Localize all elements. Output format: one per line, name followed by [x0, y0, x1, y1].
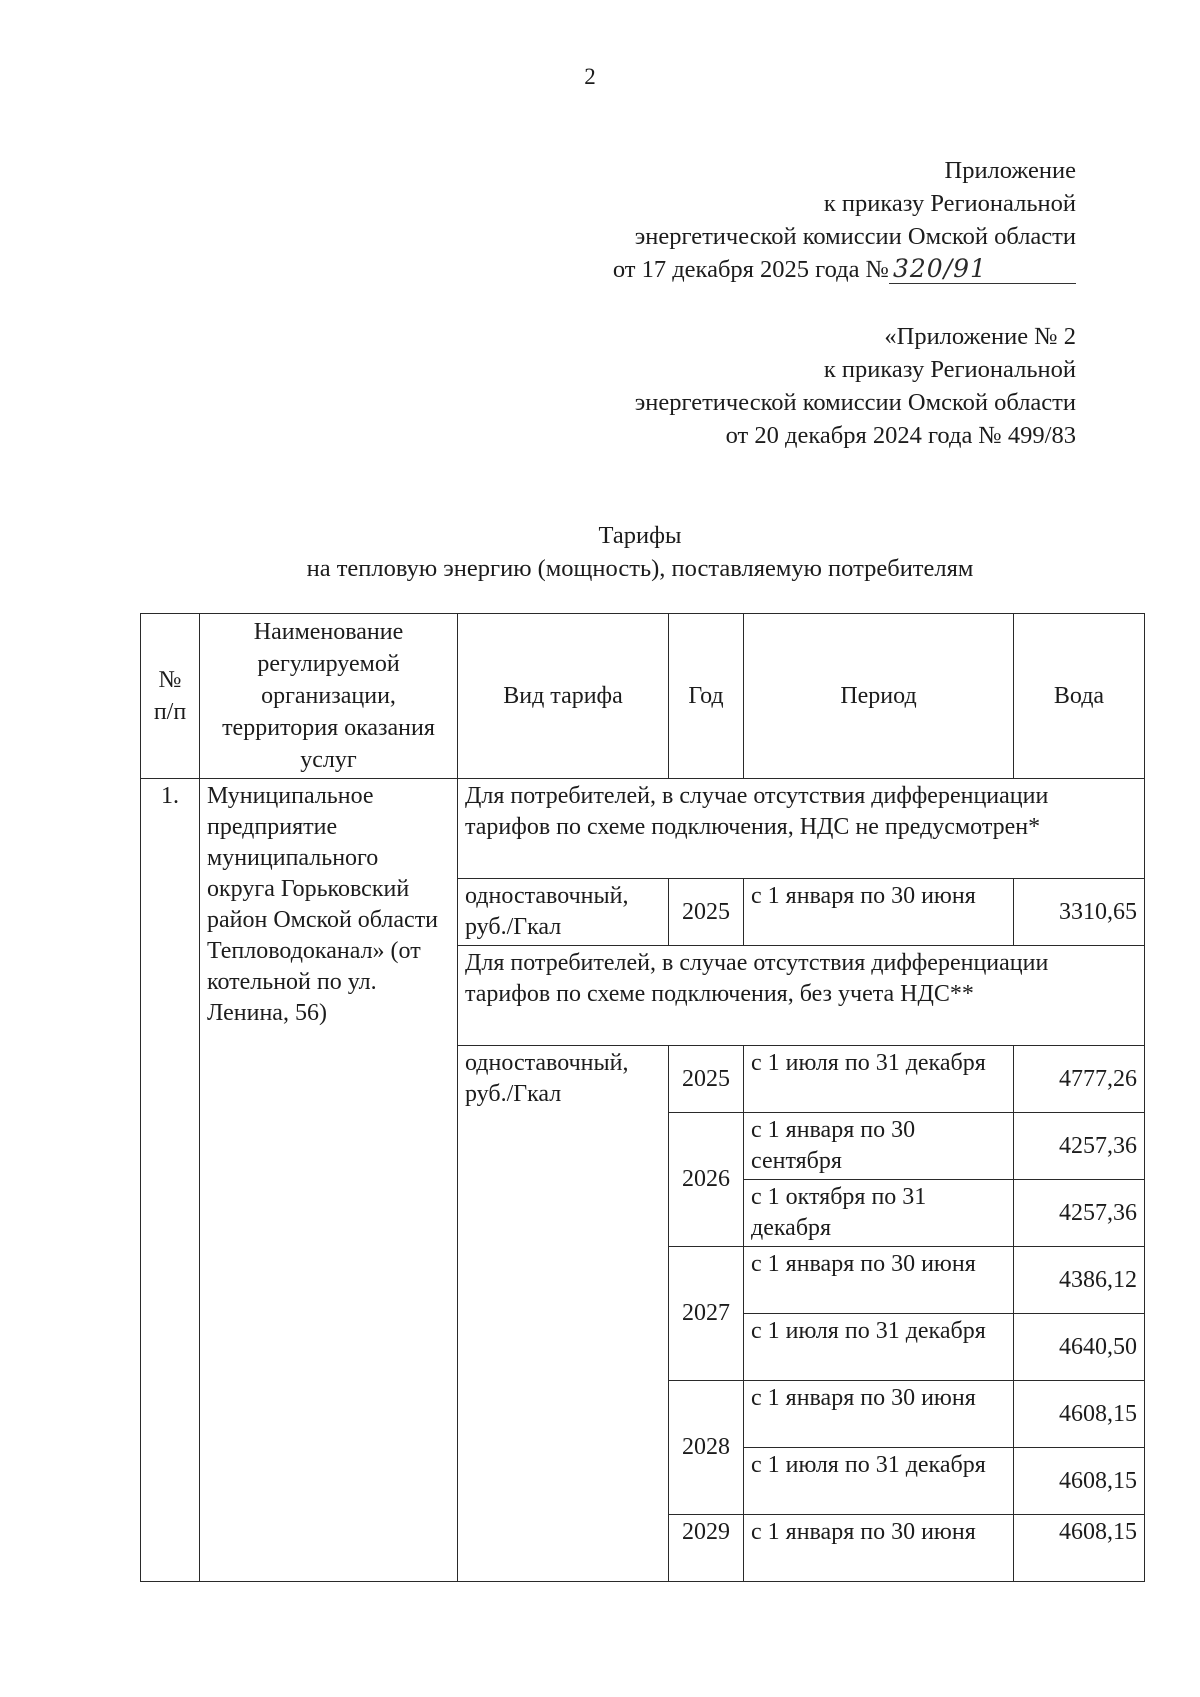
period-cell: с 1 июля по 31 декабря — [744, 1046, 1014, 1113]
appendix-header — [613, 154, 1076, 286]
value-cell: 3310,65 — [1014, 879, 1145, 946]
organization-name: Муниципальное предприятие муниципального округа Горьковский район Омской области Тепловодоканал» (от котельной по ул. Ленина, 56) — [200, 779, 458, 1582]
tariffs-table — [140, 613, 1145, 1582]
value-cell: 4640,50 — [1014, 1314, 1145, 1381]
tariff-type-cell: одноставочный, руб./Гкал — [458, 1046, 669, 1582]
prior-appendix-line-1: «Приложение № 2 — [884, 323, 1076, 350]
table-row — [141, 779, 1145, 879]
group-2-title: Для потребителей, в случае отсутствия дифференциации тарифов по схеме подключения, без учета НДС** — [458, 946, 1145, 1046]
year-cell: 2027 — [669, 1247, 744, 1381]
handwritten-order-number: 320/91 — [893, 254, 987, 283]
page-number: 2 — [584, 64, 596, 89]
appendix-line-3: энергетической комиссии Омской области — [634, 223, 1076, 250]
value-cell: 4257,36 — [1014, 1113, 1145, 1180]
order-number-field — [889, 256, 1076, 284]
document-title — [0, 519, 1200, 585]
header-num: № п/п — [141, 614, 200, 779]
year-cell: 2026 — [669, 1113, 744, 1247]
row-number: 1. — [141, 779, 200, 1582]
prior-appendix-line-2: к приказу Региональной — [823, 356, 1076, 383]
appendix-line-2: к приказу Региональной — [823, 190, 1076, 217]
value-cell: 4777,26 — [1014, 1046, 1145, 1113]
appendix-line-4 — [613, 253, 1076, 286]
year-cell: 2025 — [669, 879, 744, 946]
header-period: Период — [744, 614, 1014, 779]
header-water: Вода — [1014, 614, 1145, 779]
value-cell: 4608,15 — [1014, 1448, 1145, 1515]
title-line-2: на тепловую энергию (мощность), поставляемую потребителям — [306, 555, 974, 582]
title-line-1: Тарифы — [598, 522, 682, 549]
value-cell: 4386,12 — [1014, 1247, 1145, 1314]
prior-appendix-line-4: от 20 декабря 2024 года № 499/83 — [725, 422, 1076, 449]
header-tariff-type: Вид тарифа — [458, 614, 669, 779]
period-cell: с 1 января по 30 сентября — [744, 1113, 1014, 1180]
period-cell: с 1 июля по 31 декабря — [744, 1314, 1014, 1381]
period-cell: с 1 января по 30 июня — [744, 1247, 1014, 1314]
period-cell: с 1 января по 30 июня — [744, 879, 1014, 946]
group-1-title: Для потребителей, в случае отсутствия дифференциации тарифов по схеме подключения, НДС не предусмотрен* — [458, 779, 1145, 879]
appendix-line-1: Приложение — [944, 157, 1076, 184]
period-cell: с 1 января по 30 июня — [744, 1381, 1014, 1448]
year-cell: 2025 — [669, 1046, 744, 1113]
table-header-row — [141, 614, 1145, 779]
year-cell: 2029 — [669, 1515, 744, 1582]
tariff-type-cell: одноставочный, руб./Гкал — [458, 879, 669, 946]
period-cell: с 1 июля по 31 декабря — [744, 1448, 1014, 1515]
period-cell: с 1 октября по 31 декабря — [744, 1180, 1014, 1247]
year-cell: 2028 — [669, 1381, 744, 1515]
prior-appendix-header — [635, 320, 1076, 452]
header-year: Год — [669, 614, 744, 779]
value-cell: 4257,36 — [1014, 1180, 1145, 1247]
period-cell: с 1 января по 30 июня — [744, 1515, 1014, 1582]
order-date-prefix: от 17 декабря 2025 года № — [612, 256, 889, 283]
prior-appendix-line-3: энергетической комиссии Омской области — [634, 389, 1076, 416]
header-organization: Наименование регулируемой организации, территория оказания услуг — [200, 614, 458, 779]
value-cell: 4608,15 — [1014, 1515, 1145, 1582]
value-cell: 4608,15 — [1014, 1381, 1145, 1448]
